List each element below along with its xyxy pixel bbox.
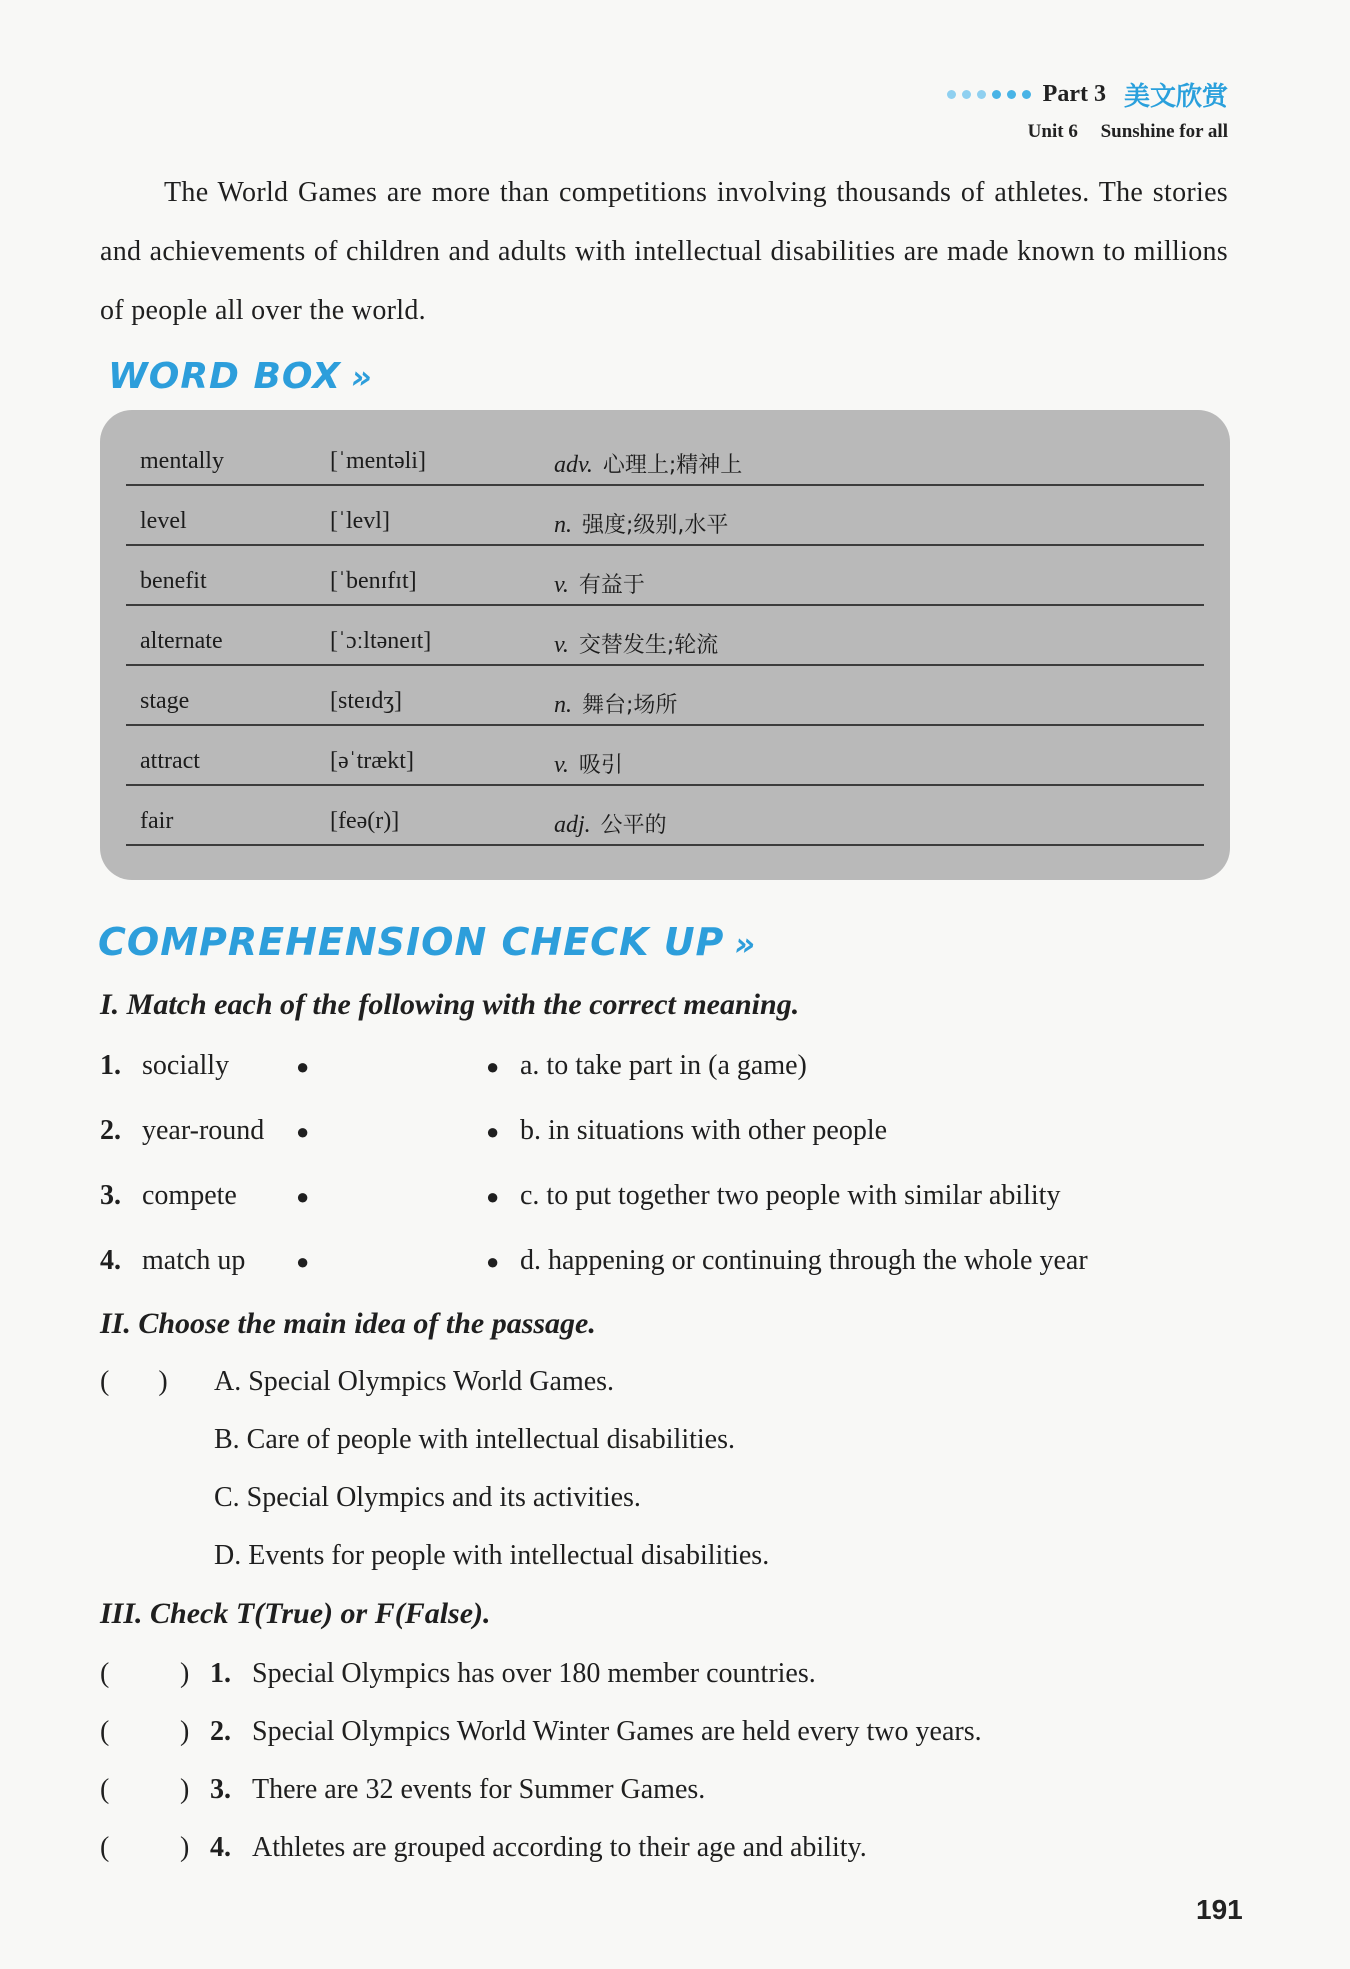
- tf-item: ( ) 3. There are 32 events for Summer Games.: [100, 1774, 706, 1805]
- word-entry: attract [əˈtrækt] v. 吸引: [126, 726, 1204, 786]
- match-dot-left[interactable]: ●: [296, 1184, 310, 1209]
- tf-item: ( ) 4. Athletes are grouped according to their age and ability.: [100, 1832, 867, 1863]
- option-b: B. Care of people with intellectual disabilities.: [214, 1424, 735, 1455]
- answer-blank[interactable]: (: [100, 1658, 110, 1689]
- unit-label: Unit 6: [1027, 121, 1078, 142]
- match-dot-right[interactable]: ●: [486, 1184, 500, 1209]
- match-dot-right[interactable]: ●: [486, 1249, 500, 1274]
- word-entry: level [ˈlevl] n. 强度;级别,水平: [126, 486, 1204, 546]
- part2-heading: II. Choose the main idea of the passage.: [100, 1307, 596, 1340]
- match-dot-right[interactable]: ●: [486, 1054, 500, 1079]
- comprehension-title: COMPREHENSION CHECK UP »: [98, 920, 757, 964]
- tf-item: ( ) 1. Special Olympics has over 180 member countries.: [100, 1658, 816, 1689]
- option-d: D. Events for people with intellectual disabilities.: [214, 1540, 770, 1571]
- option-c: C. Special Olympics and its activities.: [214, 1482, 641, 1513]
- double-chevron-icon: »: [350, 358, 373, 396]
- answer-blank[interactable]: ( ): [100, 1366, 168, 1397]
- word-entry: alternate [ˈɔːltəneɪt] v. 交替发生;轮流: [126, 606, 1204, 666]
- option-a: A. Special Olympics World Games.: [214, 1366, 615, 1397]
- word-entry: stage [steɪdʒ] n. 舞台;场所: [126, 666, 1204, 726]
- match-dot-left[interactable]: ●: [296, 1249, 310, 1274]
- tf-item: ( ) 2. Special Olympics World Winter Games are held every two years.: [100, 1716, 982, 1747]
- answer-blank[interactable]: (: [100, 1832, 110, 1863]
- word-entry: fair [feə(r)] adj. 公平的: [126, 786, 1204, 846]
- word-entry: mentally [ˈmentəli] adv. 心理上;精神上: [126, 426, 1204, 486]
- match-item: 4. match up ● ● d. happening or continuing through the whole year: [100, 1245, 1088, 1276]
- match-item: 3. compete ● ● c. to put together two people with similar ability: [100, 1180, 1061, 1211]
- match-item: 2. year-round ● ● b. in situations with other people: [100, 1115, 888, 1146]
- word-box: [100, 410, 1230, 880]
- page-number: 191: [1196, 1894, 1243, 1925]
- match-item: 1. socially ● ● a. to take part in (a game): [100, 1050, 807, 1081]
- word-box-title: WORD BOX »: [108, 356, 373, 397]
- part-label: Part 3: [1042, 81, 1106, 107]
- page-header: [947, 76, 1228, 143]
- match-dot-left[interactable]: ●: [296, 1119, 310, 1144]
- part1-heading: I. Match each of the following with the correct meaning.: [100, 988, 800, 1021]
- part-chinese-label: 美文欣赏: [1123, 82, 1228, 112]
- match-dot-right[interactable]: ●: [486, 1119, 500, 1144]
- word-entry: benefit [ˈbenɪfɪt] v. 有益于: [126, 546, 1204, 606]
- decorative-dots: [947, 90, 1031, 99]
- answer-blank[interactable]: (: [100, 1716, 110, 1747]
- match-dot-left[interactable]: ●: [296, 1054, 310, 1079]
- answer-blank[interactable]: (: [100, 1774, 110, 1805]
- double-chevron-icon: »: [734, 925, 757, 963]
- intro-paragraph: The World Games are more than competitions involving thousands of athletes. The stories and achievements of children and adults with intellectual disabilities are made known to millions of people all over the world.: [100, 177, 1228, 326]
- part3-heading: III. Check T(True) or F(False).: [100, 1597, 491, 1630]
- unit-title: Sunshine for all: [1100, 121, 1228, 142]
